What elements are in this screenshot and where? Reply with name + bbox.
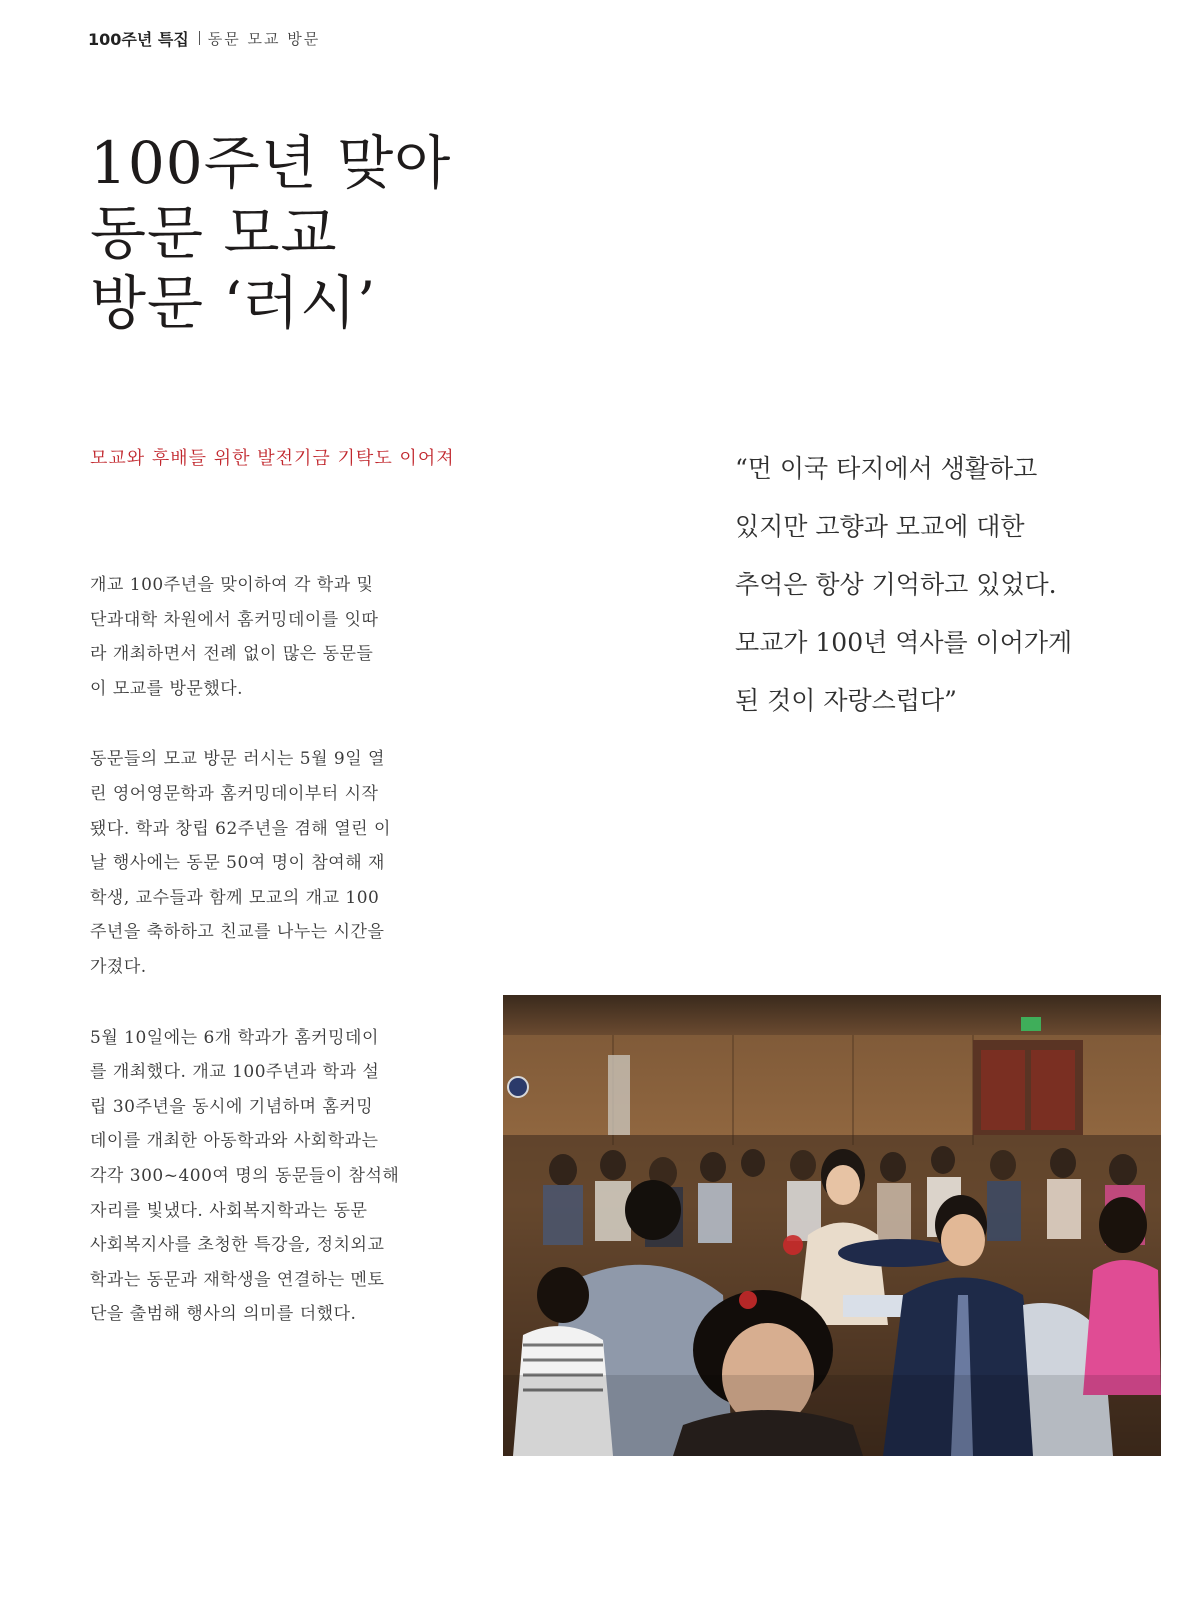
body-line: 주년을 축하하고 친교를 나누는 시간을 — [90, 922, 385, 943]
body-line: 립 30주년을 동시에 기념하며 홈커밍 — [90, 1096, 374, 1117]
body-line: 날 행사에는 동문 50여 명이 참여해 재 — [90, 853, 385, 874]
title-line: 방문 ‘러시’ — [90, 269, 377, 337]
event-photo-illustration — [503, 995, 1161, 1456]
header-section: 100주년 특집 — [88, 29, 189, 49]
body-paragraph — [90, 742, 410, 984]
body-line: 학과는 동문과 재학생을 연결하는 멘토 — [90, 1269, 385, 1290]
article-subtitle: 모교와 후배들 위한 발전기금 기탁도 이어져 — [90, 448, 455, 469]
body-paragraph — [90, 1021, 410, 1332]
body-line: 개교 100주년을 맞이하여 각 학과 및 — [90, 575, 374, 595]
body-line: 를 개최했다. 개교 100주년과 학과 설 — [90, 1062, 380, 1083]
event-photo — [503, 995, 1161, 1456]
body-line: 자리를 빛냈다. 사회복지학과는 동문 — [90, 1200, 368, 1221]
quote-line: 추억은 항상 기억하고 있었다. — [735, 570, 1057, 599]
body-line: 사회복지사를 초청한 특강을, 정치외교 — [90, 1235, 385, 1256]
body-line: 5월 10일에는 6개 학과가 홈커밍데이 — [90, 1027, 379, 1048]
title-line: 동문 모교 — [90, 199, 338, 267]
header-divider — [199, 31, 200, 45]
body-line: 데이를 개최한 아동학과와 사회학과는 — [90, 1131, 379, 1152]
body-line: 단과대학 차원에서 홈커밍데이를 잇따 — [90, 609, 379, 630]
pull-quote — [735, 440, 1155, 730]
body-paragraph — [90, 568, 410, 706]
quote-line: 모교가 100년 역사를 이어가게 — [735, 628, 1073, 657]
header-topic: 동문 모교 방문 — [207, 29, 321, 48]
body-line: 됐다. 학과 창립 62주년을 겸해 열린 이 — [90, 818, 391, 839]
body-line: 단을 출범해 행사의 의미를 더했다. — [90, 1304, 357, 1325]
body-line: 동문들의 모교 방문 러시는 5월 9일 열 — [90, 749, 385, 770]
body-line: 가졌다. — [90, 956, 147, 977]
article-title — [90, 128, 650, 338]
body-line: 린 영어영문학과 홈커밍데이부터 시작 — [90, 783, 379, 804]
quote-line: 있지만 고향과 모교에 대한 — [735, 512, 1025, 541]
body-line: 이 모교를 방문했다. — [90, 678, 244, 699]
body-line: 학생, 교수들과 함께 모교의 개교 100 — [90, 887, 380, 908]
article-body — [90, 568, 410, 1368]
title-line: 100주년 맞아 — [90, 129, 452, 197]
quote-line: “먼 이국 타지에서 생활하고 — [735, 454, 1038, 483]
body-line: 라 개최하면서 전례 없이 많은 동문들 — [90, 644, 374, 665]
running-header — [88, 26, 320, 50]
body-line: 각각 300~400여 명의 동문들이 참석해 — [90, 1165, 400, 1186]
quote-line: 된 것이 자랑스럽다” — [735, 686, 957, 715]
